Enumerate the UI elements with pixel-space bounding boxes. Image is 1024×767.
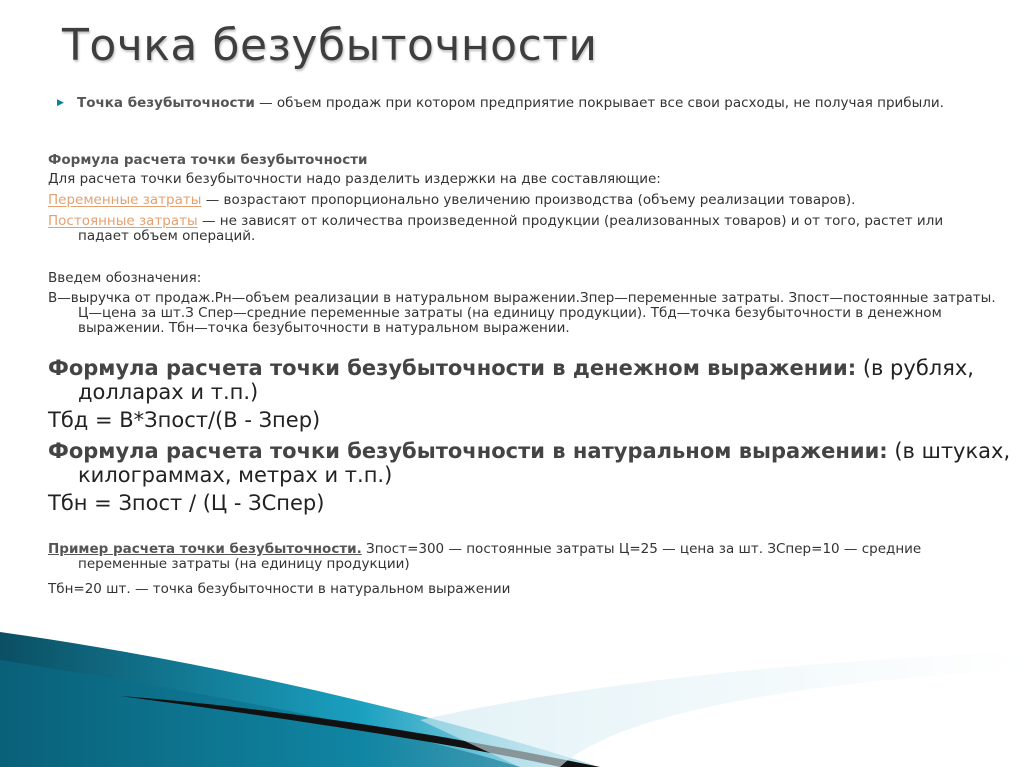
variable-costs-text: — возрастают пропорционально увеличению производства (объему реализации товаров). [201,192,856,208]
definition-text: — объем продаж при котором предприятие покрывает все свои расходы, не получая прибыли. [254,95,944,111]
money-formula-note: (в рублях, долларах и т.п.) [78,356,974,404]
decorative-swoosh [0,600,1024,767]
natural-formula-heading [48,439,1018,487]
example-paragraph [48,542,958,572]
variable-costs-link[interactable]: Переменные затраты [48,192,202,208]
example-result: Тбн=20 шт. — точка безубыточности в натуральном выражении [48,581,511,597]
money-formula: Тбд = В*Зпост/(В - Зпер) [48,408,321,432]
fixed-costs-paragraph [48,214,988,244]
natural-formula: Тбн = Зпост / (Ц - ЗСпер) [48,491,325,515]
natural-formula-title: Формула расчета точки безубыточности в натуральном выражении: [48,439,888,463]
definition-term: Точка безубыточности [77,95,255,111]
bullet-arrow-icon: ▶ [57,98,64,108]
example-text: Зпост=300 — постоянные затраты Ц=25 — цена за шт. ЗСпер=10 — средние переменные затраты (на единицу продукции) [78,541,922,572]
page-title: Точка безубыточности [62,20,598,71]
formula-heading: Формула расчета точки безубыточности [48,152,368,168]
variable-costs-paragraph [48,193,978,208]
natural-formula-note: (в штуках, килограммах, метрах и т.п.) [78,439,1011,487]
money-formula-title: Формула расчета точки безубыточности в денежном выражении: [48,356,857,380]
fixed-costs-text: — не зависят от количества произведенной продукции (реализованных товаров) и от того, растет или падает объем операций. [78,213,944,244]
notation-intro: Введем обозначения: [48,270,202,286]
split-intro: Для расчета точки безубыточности надо разделить издержки на две составляющие: [48,171,661,187]
definition-paragraph [77,96,957,111]
fixed-costs-link[interactable]: Постоянные затраты [48,213,198,229]
money-formula-heading [48,356,1018,404]
notation-text: В—выручка от продаж.Рн—объем реализации в натуральном выражении.Зпер—переменные затраты. Зпост—постоянные затраты. Ц—цена за шт.З Спер—средние переменные затраты (на единицу продукции). Тбд—точка безубыточности в денежном выражении. Тбн—точка безубыточности в натуральном выражении. [48,290,996,336]
example-heading: Пример расчета точки безубыточности. [48,541,362,557]
